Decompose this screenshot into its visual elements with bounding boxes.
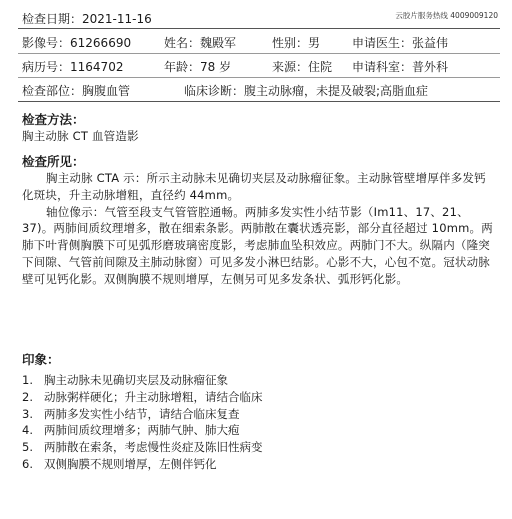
- impression-list: [22, 372, 263, 473]
- header-divider: [18, 28, 500, 29]
- sex-value: 男: [308, 36, 321, 50]
- findings-body: [22, 170, 496, 288]
- findings-paragraph-axial: 轴位像示：气管至段支气管管腔通畅。两肺多发实性小结节影（Im11、17、21、37)。两肺间质纹理增多，散在细索条影。两肺散在囊状透亮影，部分直径超过 10mm。两肺下叶背侧胸膜下可见弧形磨玻璃密度影，考虑肺血坠积效应。两肺门不大。纵隔内（隆突下间隙、气管前间隙及主肺动脉窗）可见多发小淋巴结影。心影不大，心包不宽。冠状动脉壁可见钙化影。双侧胸膜不规则增厚，左侧另可见多发条状、弧形钙化影。: [22, 204, 493, 286]
- dept-value: 普外科: [412, 60, 449, 74]
- diagnosis-label: 临床诊断：: [184, 84, 245, 98]
- exam-divider: [18, 101, 500, 102]
- method-title: 检查方法：: [22, 112, 85, 127]
- source-label: 来源：: [272, 60, 309, 74]
- patient-name: [164, 34, 236, 51]
- patient-sex: [272, 34, 320, 51]
- findings-title: 检查所见：: [22, 154, 85, 169]
- impression-item-number: 4.: [22, 423, 33, 438]
- impression-item-number: 2.: [22, 389, 33, 404]
- method-text: 胸主动脉 CT 血管造影: [22, 129, 139, 143]
- exam-part: [22, 82, 130, 99]
- impression-item-text: 两肺多发实性小结节，请结合临床复查: [44, 406, 240, 421]
- impression-item: [22, 372, 263, 389]
- requesting-department: [352, 58, 448, 75]
- requesting-doctor: [352, 34, 448, 51]
- case-no-label: 病历号：: [22, 60, 71, 74]
- exam-date-value: 2021-11-16: [82, 12, 152, 26]
- image-no: [22, 34, 131, 51]
- impression-item: [22, 456, 263, 473]
- impression-item-number: 1.: [22, 373, 33, 387]
- exam-date-label: 检查日期：: [22, 12, 83, 26]
- name-value: 魏殿军: [200, 36, 237, 50]
- patient-age: [164, 58, 231, 75]
- impression-title: 印象：: [22, 352, 60, 367]
- name-label: 姓名：: [164, 36, 201, 50]
- impression-item-number: 3.: [22, 406, 33, 421]
- clinical-diagnosis: [184, 82, 428, 99]
- case-no: [22, 58, 123, 75]
- age-value: 78 岁: [200, 60, 232, 74]
- impression-item: [22, 406, 263, 423]
- source-value: 住院: [308, 60, 333, 74]
- impression-item: [22, 389, 263, 406]
- case-no-value: 1164702: [70, 60, 124, 74]
- sex-label: 性别：: [272, 36, 309, 50]
- diagnosis-value: 腹主动脉瘤，未提及破裂;高脂血症: [244, 84, 429, 98]
- hotline-text: 云胶片服务热线 4009009120: [395, 11, 498, 20]
- doctor-value: 张益伟: [412, 36, 449, 50]
- impression-item-text: 双侧胸膜不规则增厚，左侧伴钙化: [44, 456, 217, 471]
- image-no-label: 影像号：: [22, 36, 71, 50]
- impression-item-number: 6.: [22, 456, 33, 471]
- patient-row-2: [22, 58, 500, 74]
- impression-item-text: 两肺散在索条，考虑慢性炎症及陈旧性病变: [44, 440, 263, 455]
- exam-part-value: 胸腹血管: [82, 84, 131, 98]
- age-label: 年龄：: [164, 60, 201, 74]
- impression-item: [22, 422, 263, 439]
- patient-divider-1: [18, 53, 500, 54]
- exam-row: [22, 82, 500, 98]
- impression-item-text: 动脉粥样硬化；升主动脉增粗，请结合临床: [44, 389, 263, 404]
- doctor-label: 申请医生：: [352, 36, 413, 50]
- dept-label: 申请科室：: [352, 60, 413, 74]
- patient-source: [272, 58, 332, 75]
- image-no-value: 61266690: [70, 36, 132, 50]
- findings-paragraph-cta: 胸主动脉 CTA 示：所示主动脉未见确切夹层及动脉瘤征象。主动脉管壁增厚伴多发钙化斑块，升主动脉增粗，直径约 44mm。: [22, 171, 486, 202]
- exam-part-label: 检查部位：: [22, 84, 83, 98]
- impression-item-text: 胸主动脉未见确切夹层及动脉瘤征象: [44, 373, 228, 387]
- impression-item-text: 两肺间质纹理增多；两肺气肿、肺大疱: [44, 423, 240, 438]
- impression-item: [22, 439, 263, 456]
- patient-divider-2: [18, 77, 500, 78]
- impression-item-number: 5.: [22, 440, 33, 455]
- patient-row-1: [22, 34, 500, 50]
